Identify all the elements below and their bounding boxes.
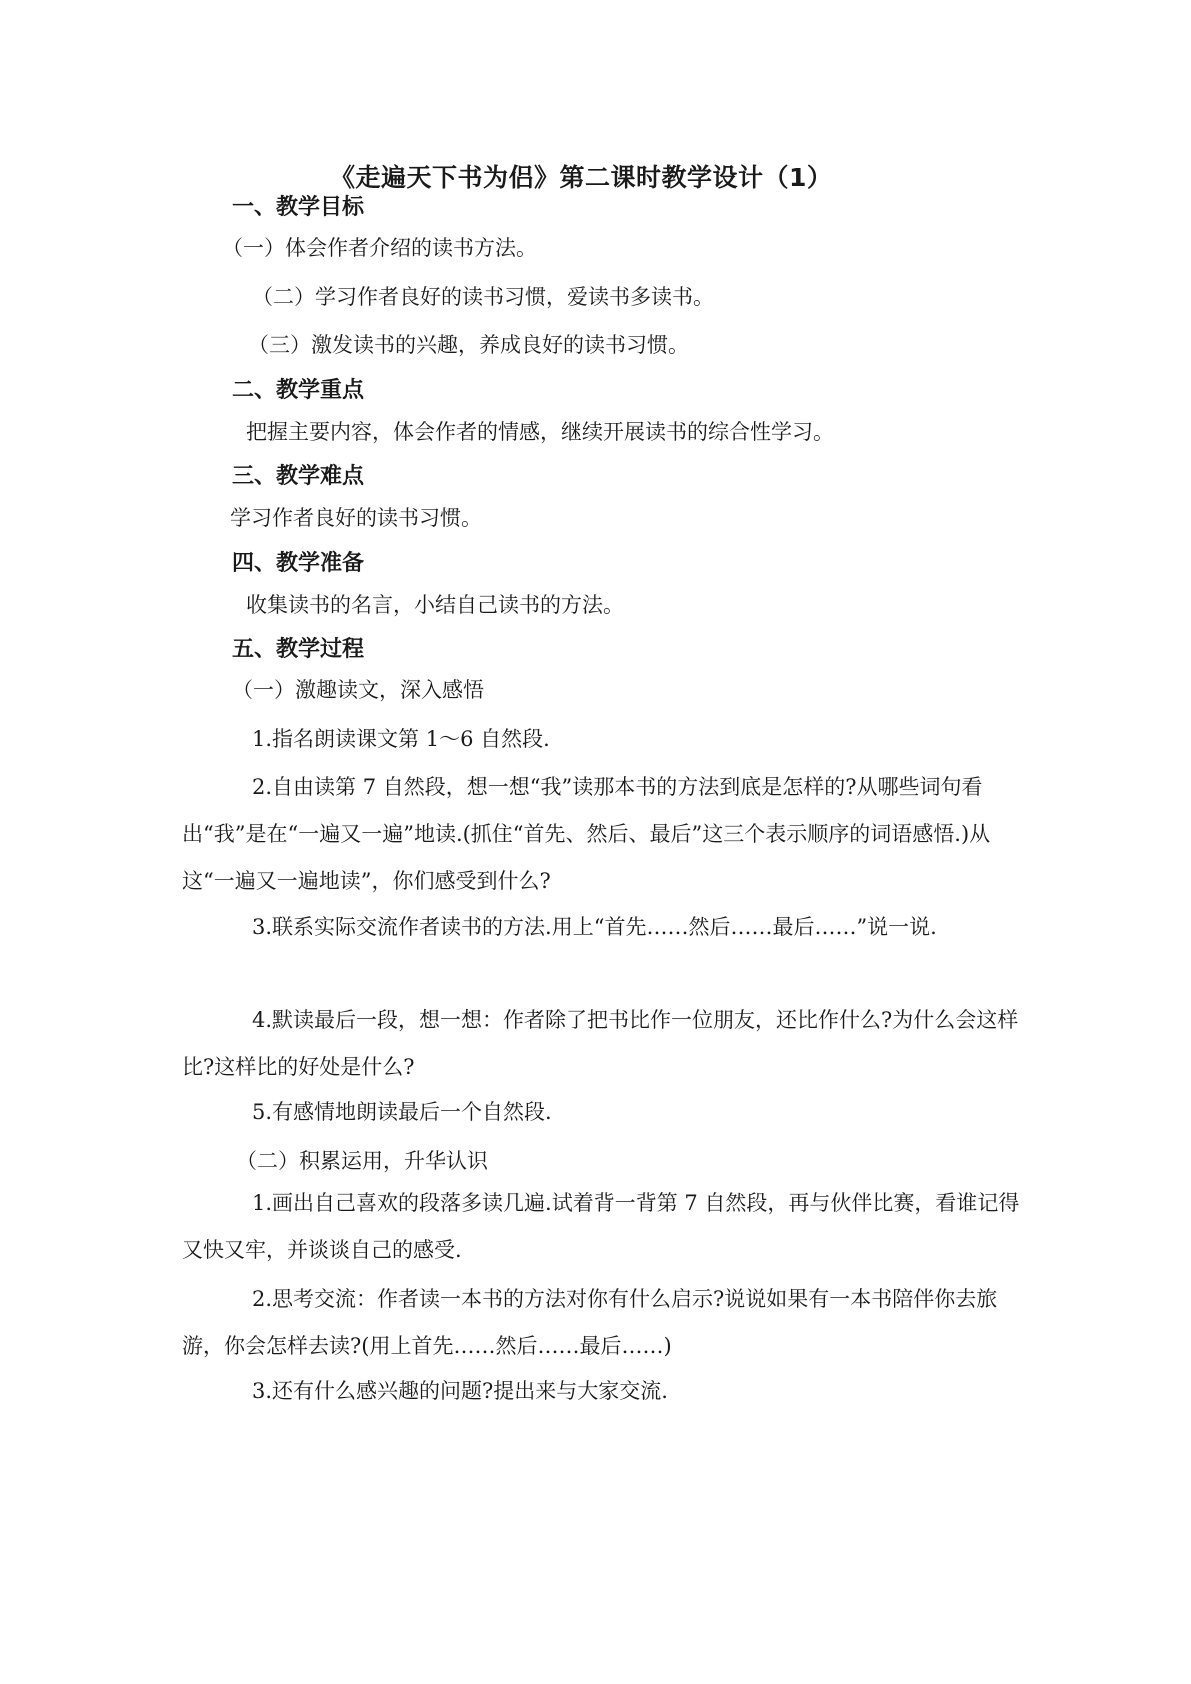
process-step: 2.思考交流：作者读一本书的方法对你有什么启示?说说如果有一本书陪伴你去旅游，你会怎样去读?(用上首先……然后……最后……) (182, 1287, 998, 1358)
section-heading-process: 五、教学过程 (232, 637, 365, 662)
section-heading-objectives: 一、教学目标 (232, 195, 365, 220)
section-heading-preparation: 四、教学准备 (232, 551, 365, 576)
objective-item: （一）体会作者介绍的读书方法。 (222, 236, 537, 260)
process-step: 3.联系实际交流作者读书的方法.用上“首先……然后……最后……”说一说. (252, 915, 937, 939)
key-points-text: 把握主要内容，体会作者的情感，继续开展读书的综合性学习。 (246, 420, 834, 444)
process-part-heading: （一）激趣读文，深入感悟 (232, 678, 484, 702)
objective-item: （二）学习作者良好的读书习惯，爱读书多读书。 (252, 285, 714, 309)
objective-item: （三）激发读书的兴趣，养成良好的读书习惯。 (248, 333, 689, 357)
difficulties-text: 学习作者良好的读书习惯。 (230, 506, 482, 530)
process-step: 1.指名朗读课文第 1～6 自然段. (252, 727, 550, 751)
process-step: 5.有感情地朗读最后一个自然段. (252, 1100, 552, 1124)
process-step: 4.默读最后一段，想一想：作者除了把书比作一位朋友，还比作什么?为什么会这样比?这样比的好处是什么? (182, 1008, 1019, 1079)
preparation-text: 收集读书的名言，小结自己读书的方法。 (246, 593, 624, 617)
process-part-heading: （二）积累运用，升华认识 (236, 1149, 488, 1173)
process-step: 2.自由读第 7 自然段，想一想“我”读那本书的方法到底是怎样的?从哪些词句看出“我”是在“一遍又一遍”地读.(抓住“首先、然后、最后”这三个表示顺序的词语感悟.)从这“一遍又一遍地读”，你们感受到什么? (182, 775, 991, 893)
section-heading-difficulties: 三、教学难点 (232, 464, 365, 489)
document-title: 《走遍天下书为侣》第二课时教学设计（1） (330, 163, 833, 192)
section-heading-key-points: 二、教学重点 (232, 378, 365, 403)
process-step: 3.还有什么感兴趣的问题?提出来与大家交流. (252, 1379, 668, 1403)
process-step: 1.画出自己喜欢的段落多读几遍.试着背一背第 7 自然段，再与伙伴比赛，看谁记得又快又牢，并谈谈自己的感受. (182, 1191, 1020, 1262)
